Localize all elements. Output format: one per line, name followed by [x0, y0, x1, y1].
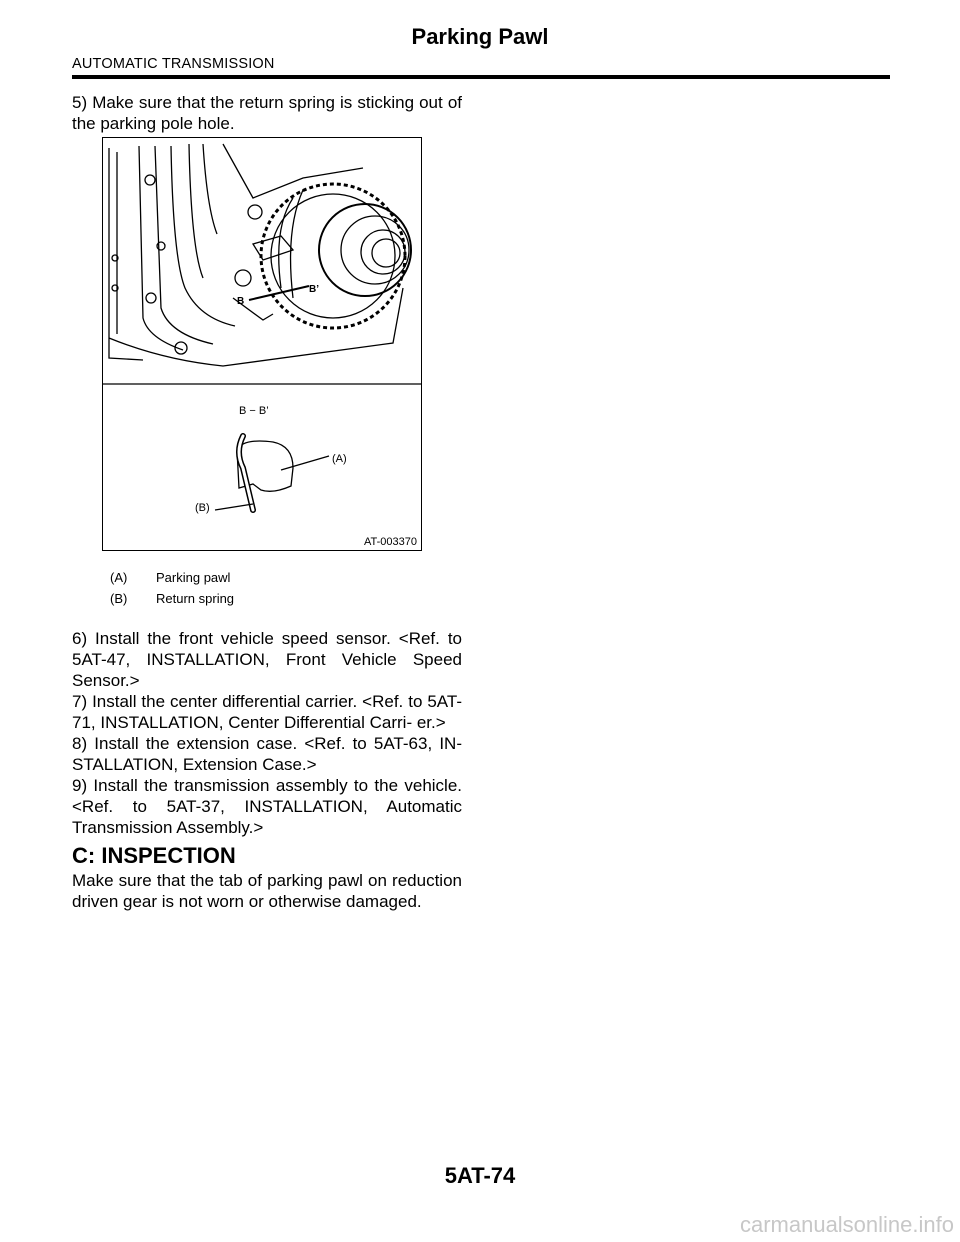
- section-label: AUTOMATIC TRANSMISSION: [72, 56, 275, 72]
- figure-illustration: [103, 138, 422, 551]
- step-5: [72, 92, 462, 134]
- callout-b: (B): [195, 502, 210, 514]
- step-9: 9) Install the transmission assembly to the vehicle. <Ref. to 5AT-37, INSTALLATION, Automatic Transmission Assembly.>: [72, 776, 462, 837]
- step-5-text: 5) Make sure that the return spring is sticking out of the parking pole hole.: [72, 93, 462, 133]
- mark-b: B: [237, 296, 245, 307]
- inspection-section: [72, 870, 462, 912]
- figure-code: AT-003370: [363, 536, 417, 548]
- inspection-text: Make sure that the tab of parking pawl on reduction driven gear is not worn or otherwise damaged.: [72, 871, 462, 911]
- legend-key: (A): [110, 570, 128, 585]
- inspection-heading: C: INSPECTION: [72, 843, 236, 868]
- legend-item-a: [110, 570, 230, 585]
- section-label-bb: B − B’: [239, 405, 269, 417]
- legend-text: Return spring: [156, 591, 235, 606]
- legend-text: Parking pawl: [156, 570, 231, 585]
- header-rule: [72, 75, 890, 79]
- step-6: 6) Install the front vehicle speed sensor. <Ref. to 5AT-47, INSTALLATION, Front Vehicle Speed Sensor.>: [72, 629, 462, 690]
- legend-key: (B): [110, 591, 128, 606]
- step-8: 8) Install the extension case. <Ref. to 5AT-63, IN- STALLATION, Extension Case.>: [72, 734, 462, 774]
- legend-item-b: [110, 591, 234, 606]
- callout-a: (A): [332, 453, 347, 465]
- page-number: 5AT-74: [444, 1163, 516, 1188]
- page-title: Parking Pawl: [411, 24, 549, 49]
- watermark: carmanualsonline.info: [739, 1212, 954, 1237]
- figure-parking-pawl: [102, 137, 422, 551]
- step-7: 7) Install the center differential carrier. <Ref. to 5AT-71, INSTALLATION, Center Differential Carri- er.>: [72, 692, 462, 732]
- mark-b-prime: B’: [309, 284, 319, 295]
- install-steps: [72, 628, 462, 838]
